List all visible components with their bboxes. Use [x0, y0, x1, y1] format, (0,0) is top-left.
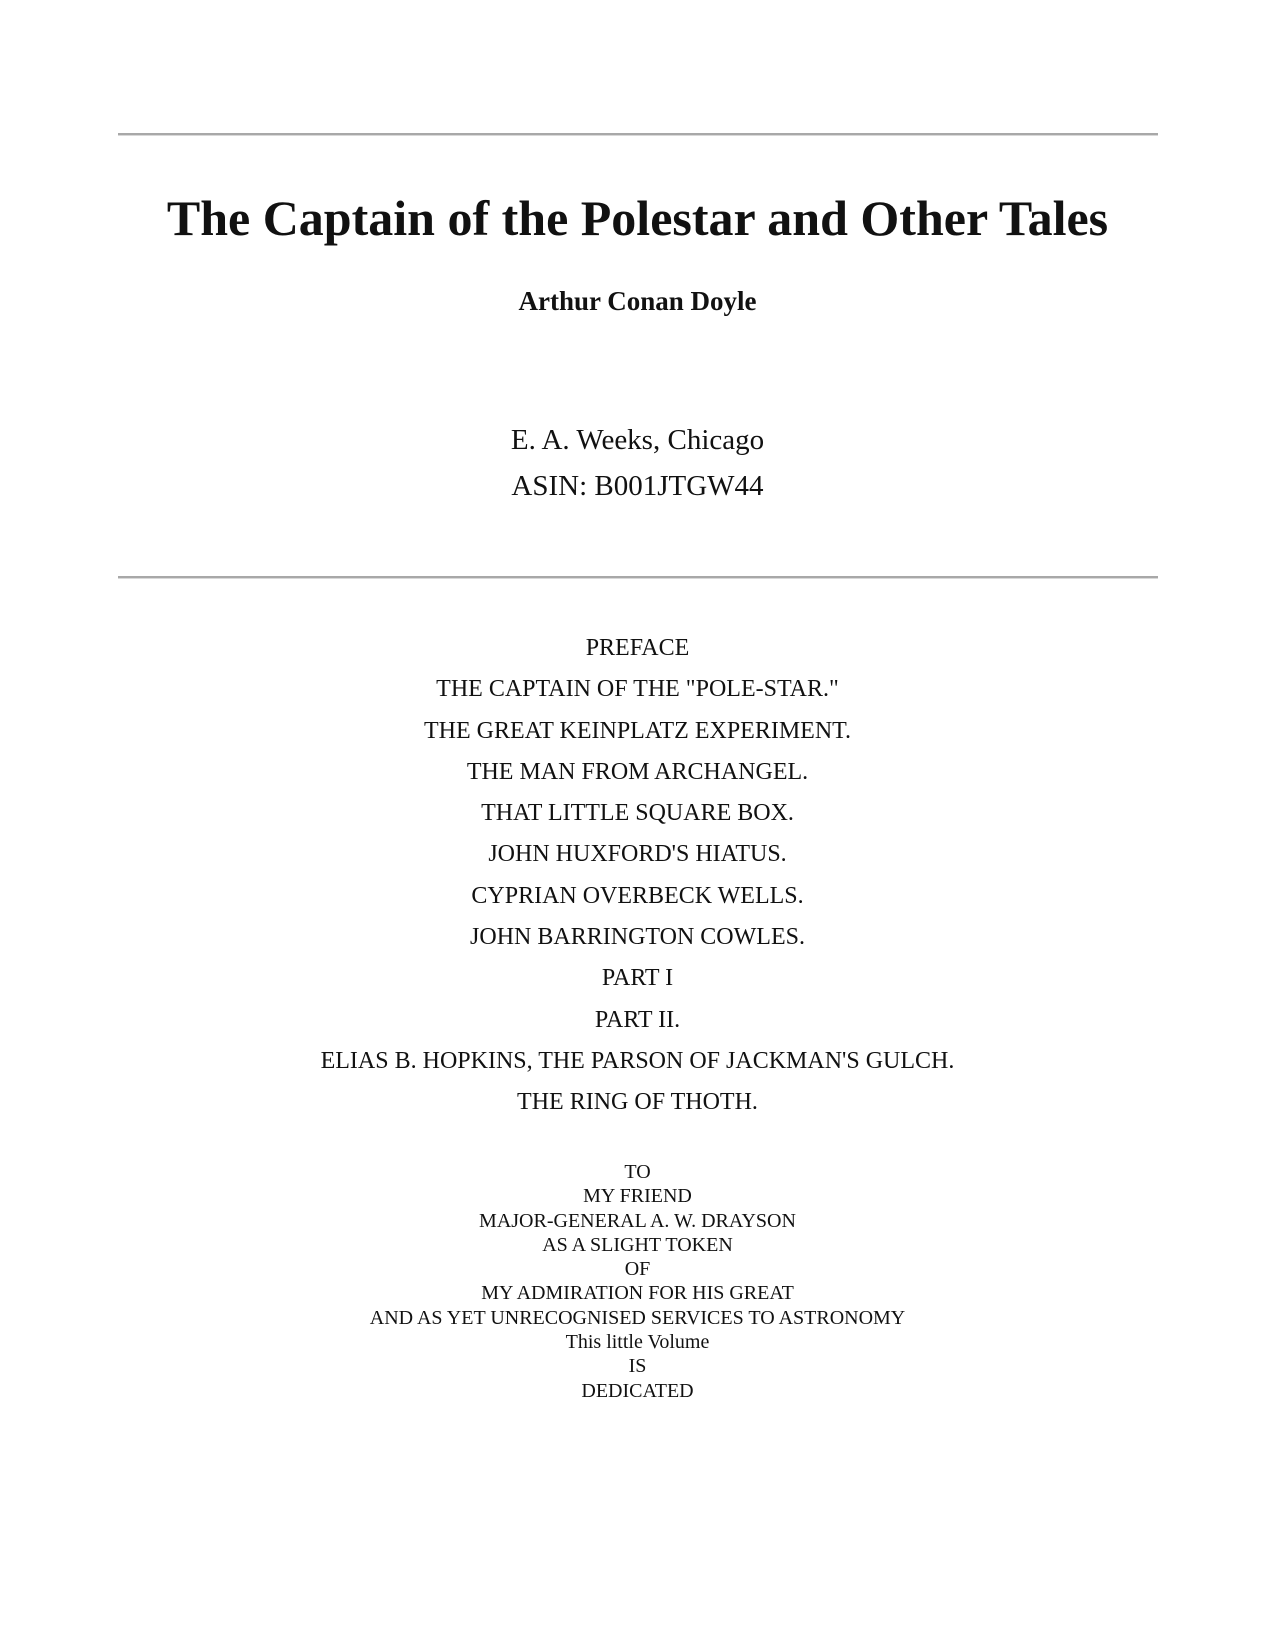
asin-line: ASIN: B001JTGW44 [511, 470, 764, 502]
toc-item-part-i[interactable]: PART I [601, 965, 674, 992]
toc-item-elias-b-hopkins[interactable]: ELIAS B. HOPKINS, THE PARSON OF JACKMAN'S GULCH. [320, 1047, 955, 1074]
toc-item-that-little-square-box[interactable]: THAT LITTLE SQUARE BOX. [481, 800, 794, 827]
dedication-line: This little Volume [565, 1331, 710, 1354]
dedication-line: IS [628, 1355, 647, 1378]
toc-item-john-barrington-cowles[interactable]: JOHN BARRINGTON COWLES. [470, 924, 805, 951]
dedication-line: OF [624, 1258, 651, 1281]
dedication-line: TO [624, 1161, 651, 1183]
toc-item-captain-of-the-pole-star[interactable]: THE CAPTAIN OF THE "POLE-STAR." [436, 676, 839, 703]
toc-item-preface[interactable]: PREFACE [585, 635, 690, 661]
toc-item-part-ii[interactable]: PART II. [594, 1006, 681, 1033]
dedication-line: MY ADMIRATION FOR HIS GREAT [481, 1282, 794, 1305]
publisher-line: E. A. Weeks, Chicago [510, 424, 765, 456]
dedication-line: AS A SLIGHT TOKEN [542, 1233, 733, 1256]
toc-item-cyprian-overbeck-wells[interactable]: CYPRIAN OVERBECK WELLS. [471, 882, 804, 909]
dedication-line: AND AS YET UNRECOGNISED SERVICES TO ASTRONOMY [369, 1306, 906, 1329]
top-horizontal-rule [118, 133, 1158, 136]
book-title: The Captain of the Polestar and Other Tales [166, 190, 1109, 246]
dedication-line: MAJOR-GENERAL A. W. DRAYSON [479, 1209, 796, 1232]
toc-item-great-keinplatz-experiment[interactable]: THE GREAT KEINPLATZ EXPERIMENT. [423, 717, 852, 744]
dedication-line: MY FRIEND [583, 1185, 692, 1208]
table-of-contents [0, 628, 1275, 1124]
book-author: Arthur Conan Doyle [518, 286, 757, 316]
dedication-block [0, 1160, 1275, 1403]
dedication-line: DEDICATED [581, 1379, 694, 1402]
toc-item-ring-of-thoth[interactable]: THE RING OF THOTH. [517, 1089, 758, 1116]
middle-horizontal-rule [118, 576, 1158, 579]
toc-item-john-huxfords-hiatus[interactable]: JOHN HUXFORD'S HIATUS. [488, 841, 787, 868]
toc-item-man-from-archangel[interactable]: THE MAN FROM ARCHANGEL. [466, 758, 809, 785]
